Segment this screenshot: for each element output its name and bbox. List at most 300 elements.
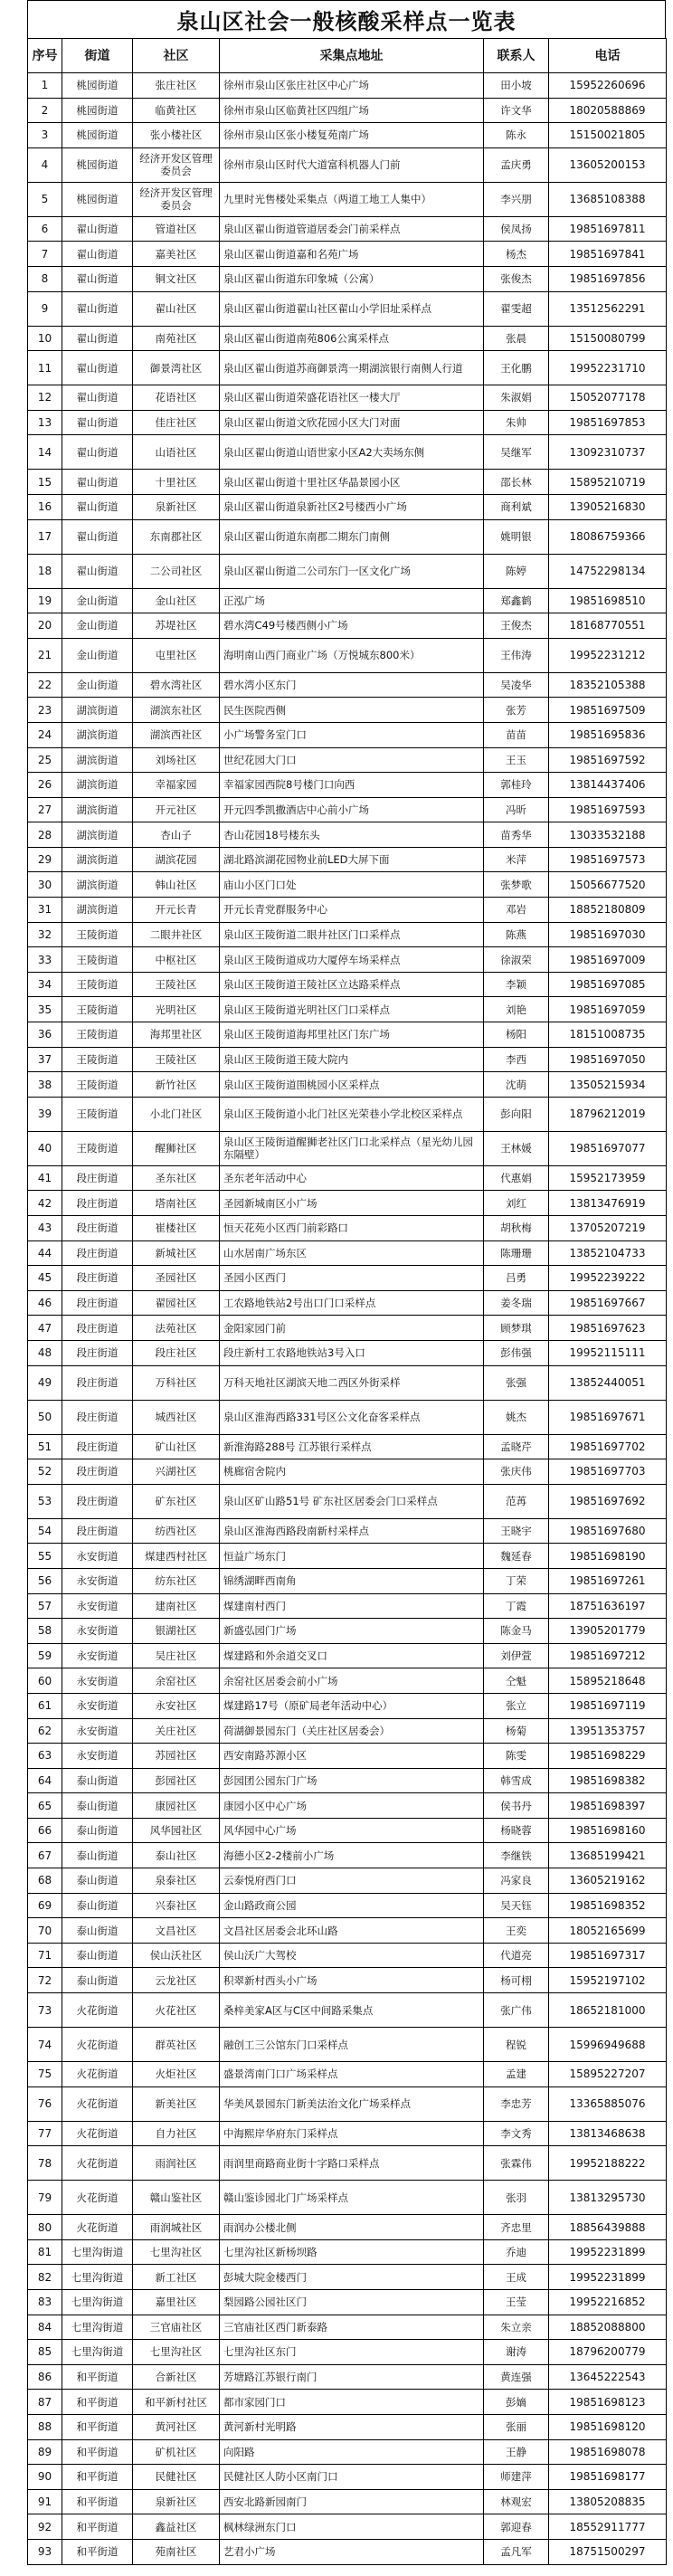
cell-phone: 13605219162 xyxy=(549,1868,667,1894)
table-row xyxy=(28,1365,667,1400)
cell-index: 79 xyxy=(28,2181,62,2215)
cell-address: 恒益广场东门 xyxy=(220,1544,484,1569)
table-row xyxy=(28,1918,667,1944)
cell-address: 泉山区翟山街道南苑806公寓采样点 xyxy=(220,326,484,351)
cell-phone: 18852180809 xyxy=(549,898,667,923)
cell-index: 24 xyxy=(28,722,62,747)
cell-address: 中海熙岸华府东门采样点 xyxy=(220,2121,484,2146)
cell-contact: 陈燕 xyxy=(484,922,549,947)
table-row xyxy=(28,722,667,747)
cell-address: 开元四季凯撒酒店中心前小广场 xyxy=(220,797,484,822)
cell-index: 36 xyxy=(28,1022,62,1048)
cell-contact: 孟晓芹 xyxy=(484,1434,549,1459)
cell-address: 泉山区翟山街道二公司东门一区文化广场 xyxy=(220,554,484,588)
cell-phone: 18751500297 xyxy=(549,2539,667,2564)
cell-phone: 18151008735 xyxy=(549,1022,667,1048)
cell-index: 31 xyxy=(28,898,62,923)
header-index: 序号 xyxy=(28,39,62,73)
table-row xyxy=(28,1131,667,1165)
cell-community: 兴湖社区 xyxy=(133,1459,220,1485)
cell-index: 88 xyxy=(28,2414,62,2439)
cell-address: 泉山区王陵街道小北门社区光荣巷小学北校区采样点 xyxy=(220,1097,484,1131)
cell-contact: 师建萍 xyxy=(484,2465,549,2490)
cell-street: 湖滨街道 xyxy=(62,722,133,747)
cell-address: 金山路政商公园 xyxy=(220,1893,484,1918)
cell-contact: 乔迪 xyxy=(484,2239,549,2265)
cell-phone: 19851698177 xyxy=(549,2465,667,2490)
cell-community: 泉新社区 xyxy=(133,494,220,519)
cell-phone: 19952231710 xyxy=(549,351,667,385)
table-row xyxy=(28,1693,667,1718)
cell-street: 王陵街道 xyxy=(62,1072,133,1098)
cell-phone: 19851697212 xyxy=(549,1643,667,1668)
cell-phone: 19851697050 xyxy=(549,1047,667,1072)
cell-community: 湖滨西社区 xyxy=(133,722,220,747)
cell-phone: 19851697077 xyxy=(549,1131,667,1165)
cell-contact: 李兴朋 xyxy=(484,182,549,216)
cell-phone: 18168770551 xyxy=(549,613,667,639)
cell-contact: 张晨 xyxy=(484,326,549,351)
cell-contact: 张梦歌 xyxy=(484,872,549,898)
cell-address: 民生医院西侧 xyxy=(220,698,484,723)
table-row xyxy=(28,1240,667,1266)
cell-phone: 19851697009 xyxy=(549,947,667,973)
header-phone: 电话 xyxy=(549,39,667,73)
cell-index: 93 xyxy=(28,2539,62,2564)
cell-phone: 18796212019 xyxy=(549,1097,667,1131)
cell-community: 金山社区 xyxy=(133,588,220,613)
table-row xyxy=(28,1768,667,1793)
cell-phone: 15150021805 xyxy=(549,123,667,148)
cell-street: 泰山街道 xyxy=(62,1793,133,1819)
table-row xyxy=(28,1340,667,1365)
sampling-sites-table xyxy=(27,38,667,2565)
cell-address: 新盛弘园门广场 xyxy=(220,1619,484,1644)
cell-community: 杏山子 xyxy=(133,822,220,848)
cell-address: 金阳家园门前 xyxy=(220,1316,484,1341)
cell-street: 段庄街道 xyxy=(62,1434,133,1459)
cell-contact: 刘伊萱 xyxy=(484,1643,549,1668)
cell-phone: 13852104733 xyxy=(549,1240,667,1266)
cell-community: 民健社区 xyxy=(133,2465,220,2490)
cell-address: 杏山花园18号楼东头 xyxy=(220,822,484,848)
cell-contact: 彭伟强 xyxy=(484,1340,549,1365)
table-row xyxy=(28,2028,667,2062)
cell-street: 七里沟街道 xyxy=(62,2239,133,2265)
cell-contact: 王林媛 xyxy=(484,1131,549,1165)
table-row xyxy=(28,494,667,519)
cell-address: 泉山区翟山街道十里社区华晶景园小区 xyxy=(220,470,484,495)
cell-community: 临黄社区 xyxy=(133,98,220,123)
cell-phone: 13685199421 xyxy=(549,1843,667,1868)
cell-community: 佳庄社区 xyxy=(133,410,220,435)
table-row xyxy=(28,2364,667,2390)
cell-phone: 13092310737 xyxy=(549,435,667,470)
cell-street: 桃园街道 xyxy=(62,182,133,216)
cell-contact: 杨杰 xyxy=(484,242,549,267)
cell-street: 翟山街道 xyxy=(62,351,133,385)
cell-phone: 19851697841 xyxy=(549,242,667,267)
table-row xyxy=(28,1022,667,1048)
cell-community: 文昌社区 xyxy=(133,1918,220,1944)
table-row xyxy=(28,1593,667,1619)
cell-street: 永安街道 xyxy=(62,1544,133,1569)
cell-contact: 王伟涛 xyxy=(484,638,549,672)
cell-community: 火炬社区 xyxy=(133,2062,220,2087)
cell-community: 纺东社区 xyxy=(133,1568,220,1593)
table-row xyxy=(28,182,667,216)
cell-contact: 杨菊 xyxy=(484,1718,549,1744)
cell-phone: 14752298134 xyxy=(549,554,667,588)
cell-contact: 魏延春 xyxy=(484,1544,549,1569)
cell-index: 84 xyxy=(28,2315,62,2340)
cell-index: 91 xyxy=(28,2489,62,2514)
cell-phone: 19851697119 xyxy=(549,1693,667,1718)
cell-phone: 19851697261 xyxy=(549,1568,667,1593)
cell-contact: 张芳 xyxy=(484,698,549,723)
page-title: 泉山区社会一般核酸采样点一览表 xyxy=(27,0,666,38)
cell-community: 和平新村社区 xyxy=(133,2390,220,2415)
cell-street: 泰山街道 xyxy=(62,1943,133,1968)
cell-index: 86 xyxy=(28,2364,62,2390)
cell-index: 44 xyxy=(28,1240,62,1266)
cell-index: 57 xyxy=(28,1593,62,1619)
cell-street: 火花街道 xyxy=(62,1993,133,2028)
cell-contact: 苗苗 xyxy=(484,722,549,747)
cell-street: 王陵街道 xyxy=(62,1022,133,1048)
table-row xyxy=(28,1484,667,1518)
cell-community: 康园社区 xyxy=(133,1793,220,1819)
cell-phone: 19851697059 xyxy=(549,997,667,1022)
cell-contact: 范苒 xyxy=(484,1484,549,1518)
table-row xyxy=(28,1744,667,1769)
cell-street: 湖滨街道 xyxy=(62,773,133,798)
cell-address: 煤建路和外余道交叉口 xyxy=(220,1643,484,1668)
cell-community: 幸福家园 xyxy=(133,773,220,798)
cell-index: 32 xyxy=(28,922,62,947)
cell-community: 苏堤社区 xyxy=(133,613,220,639)
cell-index: 49 xyxy=(28,1365,62,1400)
cell-index: 13 xyxy=(28,410,62,435)
cell-street: 泰山街道 xyxy=(62,1818,133,1843)
cell-address: 徐州市泉山区张小楼复苑南广场 xyxy=(220,123,484,148)
cell-index: 18 xyxy=(28,554,62,588)
cell-index: 6 xyxy=(28,216,62,242)
table-row xyxy=(28,2181,667,2215)
cell-index: 26 xyxy=(28,773,62,798)
cell-street: 和平街道 xyxy=(62,2514,133,2540)
table-row xyxy=(28,997,667,1022)
cell-address: 九里时光售楼处采集点（两道工地工人集中） xyxy=(220,182,484,216)
cell-index: 76 xyxy=(28,2086,62,2121)
cell-index: 85 xyxy=(28,2340,62,2365)
cell-address: 泉山区翟山街道管道居委会门前采样点 xyxy=(220,216,484,242)
cell-contact: 林观宏 xyxy=(484,2489,549,2514)
cell-community: 苑南社区 xyxy=(133,2539,220,2564)
table-row xyxy=(28,2086,667,2121)
cell-contact: 李忠芳 xyxy=(484,2086,549,2121)
table-row xyxy=(28,147,667,182)
cell-address: 开元长青党群服务中心 xyxy=(220,898,484,923)
cell-index: 7 xyxy=(28,242,62,267)
table-row xyxy=(28,1266,667,1291)
cell-address: 正泓广场 xyxy=(220,588,484,613)
cell-street: 金山街道 xyxy=(62,613,133,639)
cell-contact: 邓岩 xyxy=(484,898,549,923)
cell-contact: 沈萌 xyxy=(484,1072,549,1098)
cell-index: 63 xyxy=(28,1744,62,1769)
cell-street: 和平街道 xyxy=(62,2439,133,2465)
cell-index: 71 xyxy=(28,1943,62,1968)
cell-street: 泰山街道 xyxy=(62,1918,133,1944)
cell-contact: 王莹 xyxy=(484,2290,549,2315)
cell-community: 开元社区 xyxy=(133,797,220,822)
cell-index: 55 xyxy=(28,1544,62,1569)
cell-contact: 吴凌华 xyxy=(484,672,549,698)
cell-contact: 王俊杰 xyxy=(484,613,549,639)
cell-index: 3 xyxy=(28,123,62,148)
cell-contact: 谢涛 xyxy=(484,2340,549,2365)
cell-contact: 张强 xyxy=(484,1365,549,1400)
cell-address: 泉山区翟山街道文欣花园小区大门对面 xyxy=(220,410,484,435)
cell-community: 云龙社区 xyxy=(133,1968,220,1993)
table-row xyxy=(28,747,667,773)
cell-phone: 18796200779 xyxy=(549,2340,667,2365)
cell-contact: 许文华 xyxy=(484,98,549,123)
cell-address: 泉山区翟山街道山语世家小区A2大卖场东侧 xyxy=(220,435,484,470)
cell-phone: 13813476919 xyxy=(549,1191,667,1216)
cell-address: 民健社区人防小区南门口 xyxy=(220,2465,484,2490)
table-header-row xyxy=(28,39,667,73)
cell-street: 永安街道 xyxy=(62,1693,133,1718)
cell-phone: 13365885076 xyxy=(549,2086,667,2121)
cell-phone: 15895227207 xyxy=(549,2062,667,2087)
cell-index: 48 xyxy=(28,1340,62,1365)
table-row xyxy=(28,1568,667,1593)
cell-index: 23 xyxy=(28,698,62,723)
cell-address: 彭园团公园东门广场 xyxy=(220,1768,484,1793)
cell-contact: 姜冬瑞 xyxy=(484,1290,549,1316)
cell-index: 72 xyxy=(28,1968,62,1993)
table-row xyxy=(28,351,667,385)
cell-contact: 苗秀华 xyxy=(484,822,549,848)
table-row xyxy=(28,613,667,639)
cell-contact: 李西 xyxy=(484,1047,549,1072)
table-row xyxy=(28,2539,667,2564)
cell-street: 翟山街道 xyxy=(62,326,133,351)
cell-address: 泉山区翟山街道翟山社区翟山小学旧址采样点 xyxy=(220,291,484,326)
cell-contact: 刘艳 xyxy=(484,997,549,1022)
table-row xyxy=(28,98,667,123)
cell-phone: 13813295730 xyxy=(549,2181,667,2215)
cell-contact: 侯凤扬 xyxy=(484,216,549,242)
cell-street: 湖滨街道 xyxy=(62,847,133,872)
cell-address: 小广场警务室门口 xyxy=(220,722,484,747)
cell-phone: 15952197102 xyxy=(549,1968,667,1993)
cell-community: 火花社区 xyxy=(133,1993,220,2028)
cell-community: 彭园社区 xyxy=(133,1768,220,1793)
table-row xyxy=(28,2265,667,2290)
cell-index: 42 xyxy=(28,1191,62,1216)
table-row xyxy=(28,2439,667,2465)
table-row xyxy=(28,1191,667,1216)
table-row xyxy=(28,1097,667,1131)
table-row xyxy=(28,1544,667,1569)
cell-phone: 13685108388 xyxy=(549,182,667,216)
cell-phone: 15052077178 xyxy=(549,385,667,411)
table-row xyxy=(28,1216,667,1241)
cell-contact: 韩雪成 xyxy=(484,1768,549,1793)
cell-street: 泰山街道 xyxy=(62,1768,133,1793)
table-row xyxy=(28,698,667,723)
cell-address: 锦绣湖畔西南角 xyxy=(220,1568,484,1593)
cell-contact: 齐忠里 xyxy=(484,2215,549,2240)
cell-street: 翟山街道 xyxy=(62,291,133,326)
cell-phone: 13033532188 xyxy=(549,822,667,848)
cell-community: 法苑社区 xyxy=(133,1316,220,1341)
cell-community: 张小楼社区 xyxy=(133,123,220,148)
table-row xyxy=(28,1290,667,1316)
cell-phone: 19952231899 xyxy=(549,2265,667,2290)
cell-index: 78 xyxy=(28,2146,62,2181)
cell-address: 世纪花园大门口 xyxy=(220,747,484,773)
cell-address: 梨园路公园社区门 xyxy=(220,2290,484,2315)
cell-community: 建南社区 xyxy=(133,1593,220,1619)
cell-contact: 彭嫡 xyxy=(484,2390,549,2415)
cell-phone: 18852088800 xyxy=(549,2315,667,2340)
cell-contact: 代道亮 xyxy=(484,1943,549,1968)
cell-phone: 19851697593 xyxy=(549,797,667,822)
cell-community: 七里沟社区 xyxy=(133,2239,220,2265)
cell-address: 碧水湾C49号楼西侧小广场 xyxy=(220,613,484,639)
table-row xyxy=(28,588,667,613)
cell-address: 都市家园门口 xyxy=(220,2390,484,2415)
cell-address: 泉山区淮海西路331号区公文化奋客采样点 xyxy=(220,1400,484,1434)
cell-street: 七里沟街道 xyxy=(62,2315,133,2340)
cell-street: 翟山街道 xyxy=(62,242,133,267)
cell-contact: 刘红 xyxy=(484,1191,549,1216)
cell-address: 泉山区王陵街道醒狮老社区门口北采样点（星光幼儿园东隔壁） xyxy=(220,1131,484,1165)
cell-community: 王陵社区 xyxy=(133,972,220,997)
cell-index: 67 xyxy=(28,1843,62,1868)
cell-community: 吴庄社区 xyxy=(133,1643,220,1668)
cell-community: 万科社区 xyxy=(133,1365,220,1400)
cell-index: 82 xyxy=(28,2265,62,2290)
cell-index: 20 xyxy=(28,613,62,639)
cell-contact: 王静 xyxy=(484,2439,549,2465)
cell-index: 68 xyxy=(28,1868,62,1894)
cell-index: 87 xyxy=(28,2390,62,2415)
table-row xyxy=(28,123,667,148)
cell-address: 泉山区王陵街道光明社区门口采样点 xyxy=(220,997,484,1022)
cell-street: 段庄街道 xyxy=(62,1240,133,1266)
cell-address: 风华园中心广场 xyxy=(220,1818,484,1843)
cell-community: 醒狮社区 xyxy=(133,1131,220,1165)
cell-contact: 陈金马 xyxy=(484,1619,549,1644)
cell-community: 翟园社区 xyxy=(133,1290,220,1316)
cell-address: 积翠新村西头小广场 xyxy=(220,1968,484,1993)
cell-contact: 杨晓蓉 xyxy=(484,1818,549,1843)
cell-contact: 邵长林 xyxy=(484,470,549,495)
cell-index: 37 xyxy=(28,1047,62,1072)
cell-address: 泉山区翟山街道嘉和名苑广场 xyxy=(220,242,484,267)
cell-address: 泉山区王陵街道海邦里社区门东广场 xyxy=(220,1022,484,1048)
cell-community: 黄河社区 xyxy=(133,2414,220,2439)
cell-address: 枫林绿洲东门口 xyxy=(220,2514,484,2540)
table-row xyxy=(28,1047,667,1072)
cell-community: 鑫益社区 xyxy=(133,2514,220,2540)
cell-address: 三官庙社区西门新泰路 xyxy=(220,2315,484,2340)
cell-contact: 朱帅 xyxy=(484,410,549,435)
cell-index: 51 xyxy=(28,1434,62,1459)
cell-contact: 李颖 xyxy=(484,972,549,997)
cell-phone: 19851698123 xyxy=(549,2390,667,2415)
cell-address: 雨润里商路商业街十字路口采样点 xyxy=(220,2146,484,2181)
cell-address: 海德小区2-2楼前小广场 xyxy=(220,1843,484,1868)
cell-index: 53 xyxy=(28,1484,62,1518)
cell-phone: 19851698382 xyxy=(549,1768,667,1793)
cell-phone: 18352105388 xyxy=(549,672,667,698)
cell-address: 雨润办公楼北侧 xyxy=(220,2215,484,2240)
cell-address: 艺君小广场 xyxy=(220,2539,484,2564)
table-row xyxy=(28,1818,667,1843)
table-row xyxy=(28,410,667,435)
cell-index: 64 xyxy=(28,1768,62,1793)
cell-index: 66 xyxy=(28,1818,62,1843)
cell-street: 永安街道 xyxy=(62,1668,133,1694)
table-row xyxy=(28,2215,667,2240)
cell-contact: 朱淑娟 xyxy=(484,385,549,411)
table-row xyxy=(28,1668,667,1694)
cell-address: 徐州市泉山区张庄社区中心广场 xyxy=(220,73,484,99)
cell-street: 和平街道 xyxy=(62,2390,133,2415)
cell-address: 泉山区王陵街道二眼井社区门口采样点 xyxy=(220,922,484,947)
cell-phone: 19851697671 xyxy=(549,1400,667,1434)
header-street: 街道 xyxy=(62,39,133,73)
cell-address: 工农路地铁站2号出口门口采样点 xyxy=(220,1290,484,1316)
cell-index: 15 xyxy=(28,470,62,495)
cell-community: 屯里社区 xyxy=(133,638,220,672)
cell-address: 侯山沃广大驾校 xyxy=(220,1943,484,1968)
cell-phone: 18052165699 xyxy=(549,1918,667,1944)
table-row xyxy=(28,1643,667,1668)
cell-community: 韩山社区 xyxy=(133,872,220,898)
cell-contact: 王化鹏 xyxy=(484,351,549,385)
cell-street: 段庄街道 xyxy=(62,1459,133,1485)
cell-contact: 米萍 xyxy=(484,847,549,872)
cell-index: 73 xyxy=(28,1993,62,2028)
table-row xyxy=(28,898,667,923)
cell-phone: 19851698160 xyxy=(549,1818,667,1843)
table-row xyxy=(28,385,667,411)
cell-community: 王陵社区 xyxy=(133,1047,220,1072)
cell-index: 69 xyxy=(28,1893,62,1918)
cell-phone: 19851698352 xyxy=(549,1893,667,1918)
cell-street: 湖滨街道 xyxy=(62,898,133,923)
cell-community: 开元长青 xyxy=(133,898,220,923)
cell-index: 77 xyxy=(28,2121,62,2146)
cell-phone: 19851697667 xyxy=(549,1290,667,1316)
cell-street: 泰山街道 xyxy=(62,1868,133,1894)
cell-index: 45 xyxy=(28,1266,62,1291)
cell-phone: 19851697692 xyxy=(549,1484,667,1518)
table-row xyxy=(28,2290,667,2315)
cell-index: 11 xyxy=(28,351,62,385)
cell-index: 90 xyxy=(28,2465,62,2490)
table-row xyxy=(28,1518,667,1544)
cell-street: 段庄街道 xyxy=(62,1191,133,1216)
cell-community: 矿机社区 xyxy=(133,2439,220,2465)
